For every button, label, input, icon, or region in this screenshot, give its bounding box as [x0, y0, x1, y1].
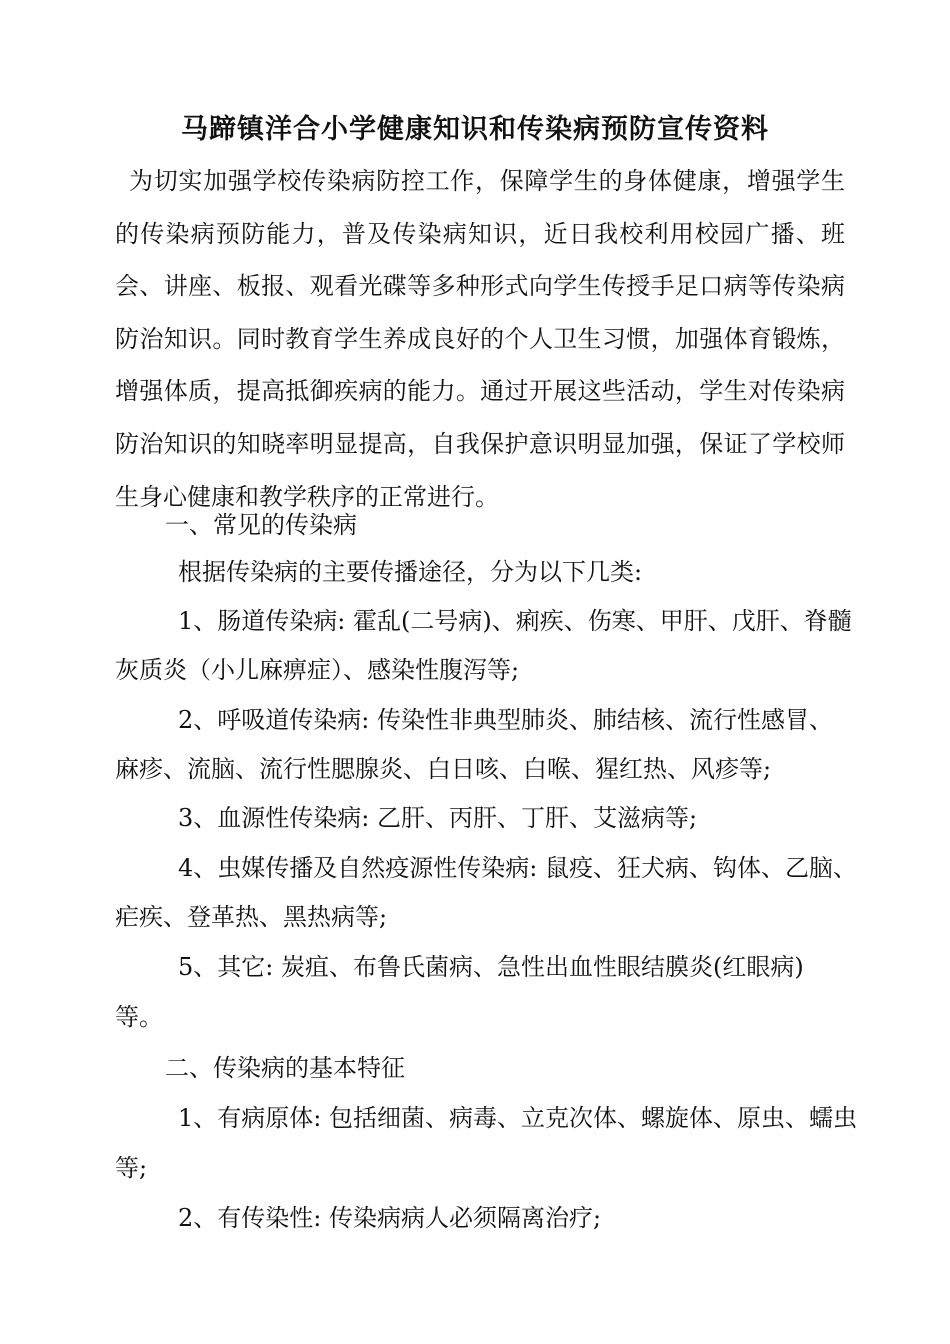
- section2-heading: 二、传染病的基本特征: [165, 1054, 405, 1082]
- section1-item-4-line2: 疟疾、登革热、黑热病等;: [115, 903, 388, 931]
- section2-item-1-line2: 等;: [115, 1154, 148, 1182]
- section2-item-1-line1: 1、有病原体: 包括细菌、病毒、立克次体、螺旋体、原虫、蠕虫: [178, 1104, 857, 1132]
- section2-item-2-line1: 2、有传染性: 传染病病人必须隔离治疗;: [178, 1204, 602, 1232]
- section1-lead: 根据传染病的主要传播途径，分为以下几类:: [178, 558, 643, 586]
- section1-item-1-line1: 1、肠道传染病: 霍乱(二号病)、痢疾、伤寒、甲肝、戊肝、脊髓: [178, 607, 852, 635]
- section1-item-5-line2: 等。: [115, 1003, 163, 1031]
- document-title: 马蹄镇洋合小学健康知识和传染病预防宣传资料: [181, 114, 769, 145]
- section1-item-1-line2: 灰质炎（小儿麻痹症）、感染性腹泻等;: [115, 656, 520, 684]
- section1-item-4-line1: 4、虫媒传播及自然疫源性传染病: 鼠疫、狂犬病、钩体、乙脑、: [178, 854, 857, 882]
- section1-heading: 一、常见的传染病: [165, 511, 357, 539]
- section1-item-2-line1: 2、呼吸道传染病: 传染性非典型肺炎、肺结核、流行性感冒、: [178, 706, 833, 734]
- section1-item-2-line2: 麻疹、流脑、流行性腮腺炎、白日咳、白喉、猩红热、风疹等;: [115, 755, 772, 783]
- section1-item-3-line1: 3、血源性传染病: 乙肝、丙肝、丁肝、艾滋病等;: [178, 804, 698, 832]
- section1-item-5-line1: 5、其它: 炭疽、布鲁氏菌病、急性出血性眼结膜炎(红眼病): [178, 953, 804, 981]
- intro-paragraph: 为切实加强学校传染病防控工作，保障学生的身体健康，增强学生的传染病预防能力，普及传染病知识，近日我校利用校园广播、班会、讲座、板报、观看光碟等多种形式向学生传授手足口病等传染病防治知识。同时教育学生养成良好的个人卫生习惯，加强体育锻炼，增强体质，提高抵御疾病的能力。通过开展这些活动，学生对传染病防治知识的知晓率明显提高，自我保护意识明显加强，保证了学校师生身心健康和教学秩序的正常进行。: [115, 167, 845, 511]
